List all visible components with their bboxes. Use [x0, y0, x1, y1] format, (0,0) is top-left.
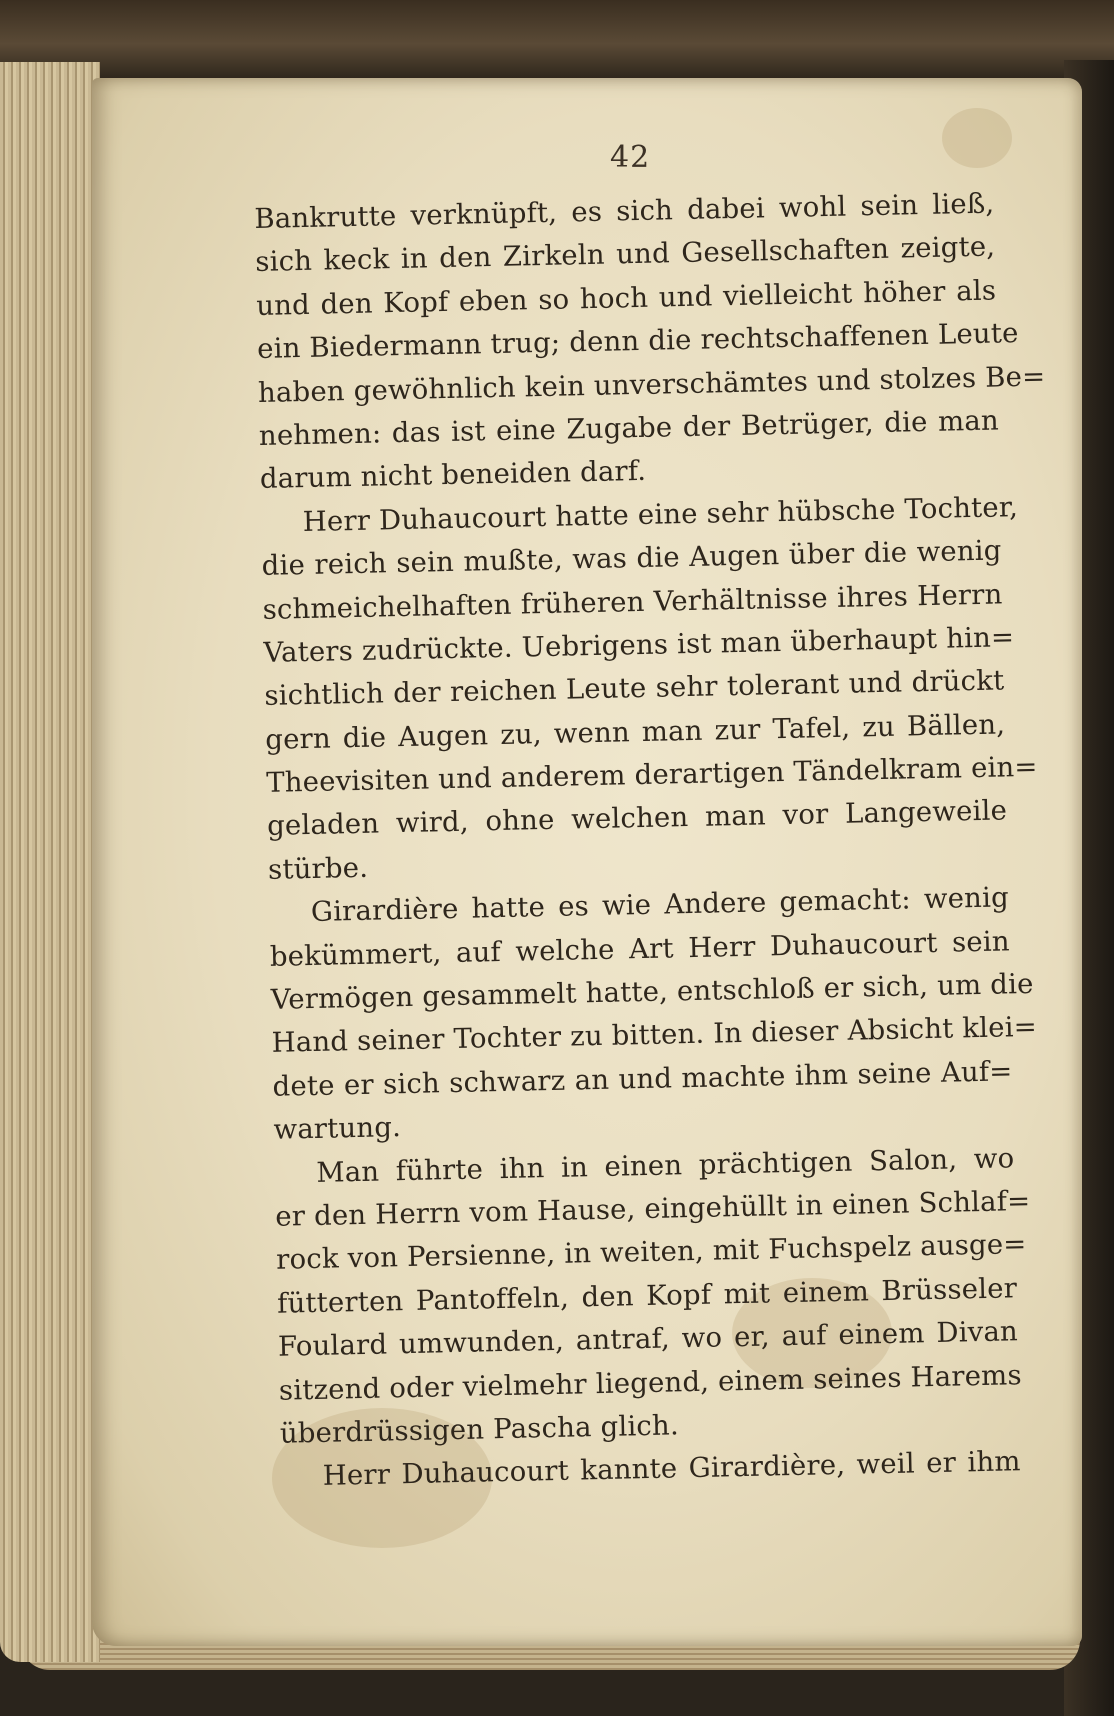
page-stack-left: [0, 62, 100, 1662]
text-line: wartung.: [273, 1111, 402, 1146]
paper-stain: [942, 108, 1012, 168]
text-line: sichtlich der reichen Leute sehr tolerant und drückt: [264, 664, 1005, 713]
text-line: er den Herrn vom Hause, eingehüllt in einen Schlaf=: [275, 1184, 1031, 1233]
text-line: Man führte ihn in einen prächtigen Salon, wo: [316, 1141, 1015, 1189]
text-line: rock von Persienne, in weiten, mit Fuchspelz ausge=: [275, 1228, 1027, 1277]
body-text: [254, 183, 1046, 1500]
page-number: 42: [610, 140, 651, 175]
text-line: Vermögen gesammelt hatte, entschloß er sich, um die: [270, 967, 1034, 1016]
book-top-edge: [0, 0, 1114, 80]
text-line: Vaters zudrückte. Uebrigens ist man überhaupt hin=: [263, 621, 1015, 669]
text-line: Foulard umwunden, antraf, wo er, auf einem Divan: [277, 1315, 1019, 1363]
text-line: sich keck in den Zirkeln und Gesellschaften zeigte,: [255, 230, 996, 279]
text-line: Herr Duhaucourt kannte Girardière, weil er ihm: [322, 1445, 1021, 1493]
text-line: und den Kopf eben so hoch und vielleicht höher als: [255, 274, 997, 322]
text-line: bekümmert, auf welche Art Herr Duhaucourt sein: [269, 924, 1011, 973]
text-line: Bankrutte verknüpft, es sich dabei wohl sein ließ,: [254, 187, 995, 235]
text-line: darum nicht beneiden darf.: [259, 455, 647, 496]
text-line: überdrüssigen Pascha glich.: [279, 1409, 680, 1450]
text-line: Hand seiner Tochter zu bitten. In dieser Absicht klei=: [271, 1011, 1038, 1060]
text-line: fütterten Pantoffeln, den Kopf mit einem Brüsseler: [276, 1272, 1018, 1320]
text-line: ein Biedermann trug; denn die rechtschaffenen Leute: [256, 317, 1019, 366]
text-line: stürbe.: [267, 851, 369, 886]
text-line: dete er sich schwarz an und machte ihm seine Auf=: [272, 1055, 1013, 1103]
text-line: Herr Duhaucourt hatte eine sehr hübsche Tochter,: [302, 490, 1019, 538]
text-line: geladen wird, ohne welchen man vor Langeweile: [266, 794, 1008, 843]
text-line: die reich sein mußte, was die Augen über die wenig: [261, 534, 1002, 583]
text-line: nehmen: das ist eine Zugabe der Betrüger, die man: [258, 404, 1000, 452]
text-line: schmeichelhaften früheren Verhältnisse ihres Herrn: [262, 577, 1003, 626]
text-line: haben gewöhnlich kein unverschämtes und stolzes Be=: [257, 360, 1046, 409]
text-line: Girardière hatte es wie Andere gemacht: wenig: [310, 881, 1010, 929]
text-line: Theevisiten und anderem derartigen Tändelkram ein=: [265, 750, 1038, 799]
text-line: gern die Augen zu, wenn man zur Tafel, zu Bällen,: [265, 708, 1006, 756]
text-line: sitzend oder vielmehr liegend, einem seines Harems: [278, 1358, 1023, 1407]
